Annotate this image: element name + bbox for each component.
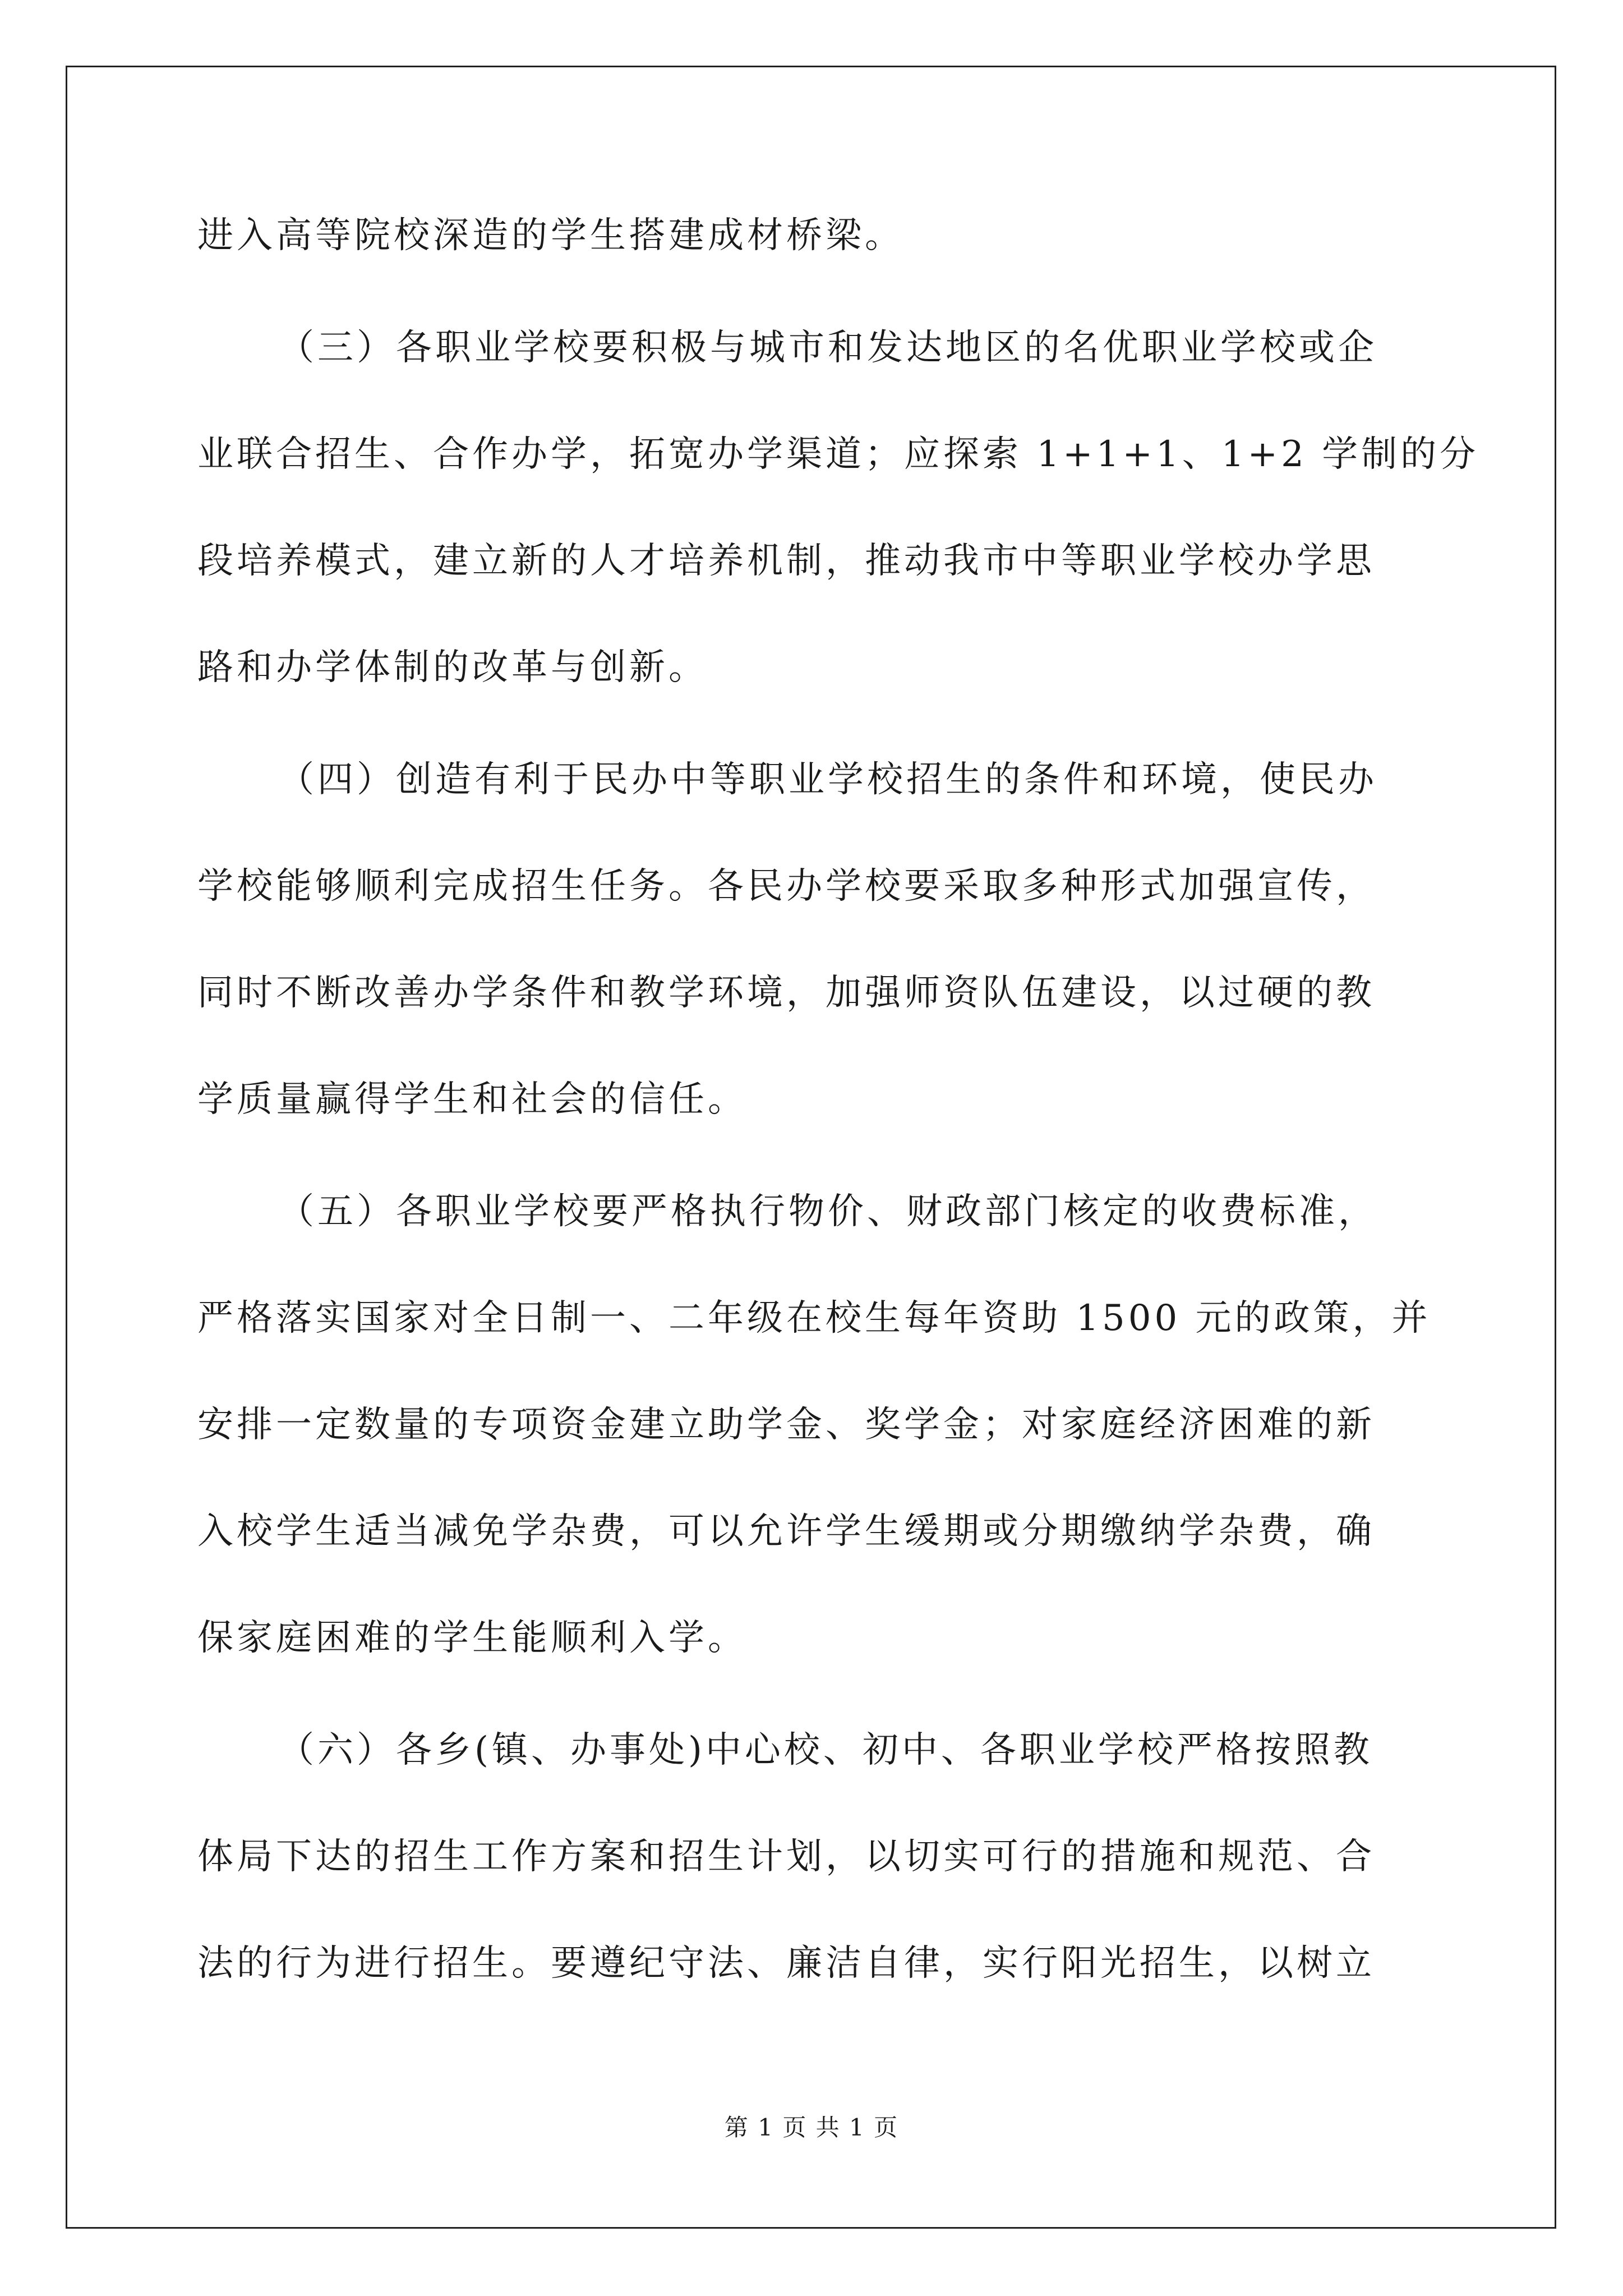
paragraph-line: 同时不断改善办学条件和教学环境，加强师资队伍建设，以过硬的教 [197, 972, 1375, 1014]
paragraph-line: （四）创造有利于民办中等职业学校招生的条件和环境，使民办 [278, 759, 1377, 800]
paragraph-line: 段培养模式，建立新的人才培养机制，推动我市中等职业学校办学思 [197, 540, 1375, 582]
paragraph-line: （五）各职业学校要严格执行物价、财政部门核定的收费标准， [278, 1191, 1377, 1232]
paragraph-line: 体局下达的招生工作方案和招生计划，以切实可行的措施和规范、合 [197, 1836, 1375, 1878]
paragraph-line: 保家庭困难的学生能顺利入学。 [197, 1617, 747, 1659]
paragraph-line: 法的行为进行招生。要遵纪守法、廉洁自律，实行阳光招生，以树立 [197, 1943, 1375, 1984]
paragraph-line: 学校能够顺利完成招生任务。各民办学校要采取多种形式加强宣传， [197, 866, 1375, 907]
paragraph-line: （三）各职业学校要积极与城市和发达地区的名优职业学校或企 [278, 327, 1377, 369]
paragraph-line: 入校学生适当减免学杂费，可以允许学生缓期或分期缴纳学杂费，确 [197, 1511, 1375, 1552]
page-number-footer: 第 1 页 共 1 页 [724, 2114, 899, 2141]
paragraph-line: 业联合招生、合作办学，拓宽办学渠道；应探索 1+1+1、1+2 学制的分 [197, 434, 1479, 475]
paragraph-line: 安排一定数量的专项资金建立助学金、奖学金；对家庭经济困难的新 [197, 1404, 1375, 1446]
paragraph-line: 进入高等院校深造的学生搭建成材桥梁。 [197, 215, 904, 256]
paragraph-line: 严格落实国家对全日制一、二年级在校生每年资助 1500 元的政策，并 [197, 1297, 1431, 1339]
paragraph-line: （六）各乡(镇、办事处)中心校、初中、各职业学校严格按照教 [278, 1729, 1373, 1771]
paragraph-line: 路和办学体制的改革与创新。 [197, 647, 708, 688]
paragraph-line: 学质量赢得学生和社会的信任。 [197, 1079, 747, 1120]
page-border [66, 66, 1556, 2229]
